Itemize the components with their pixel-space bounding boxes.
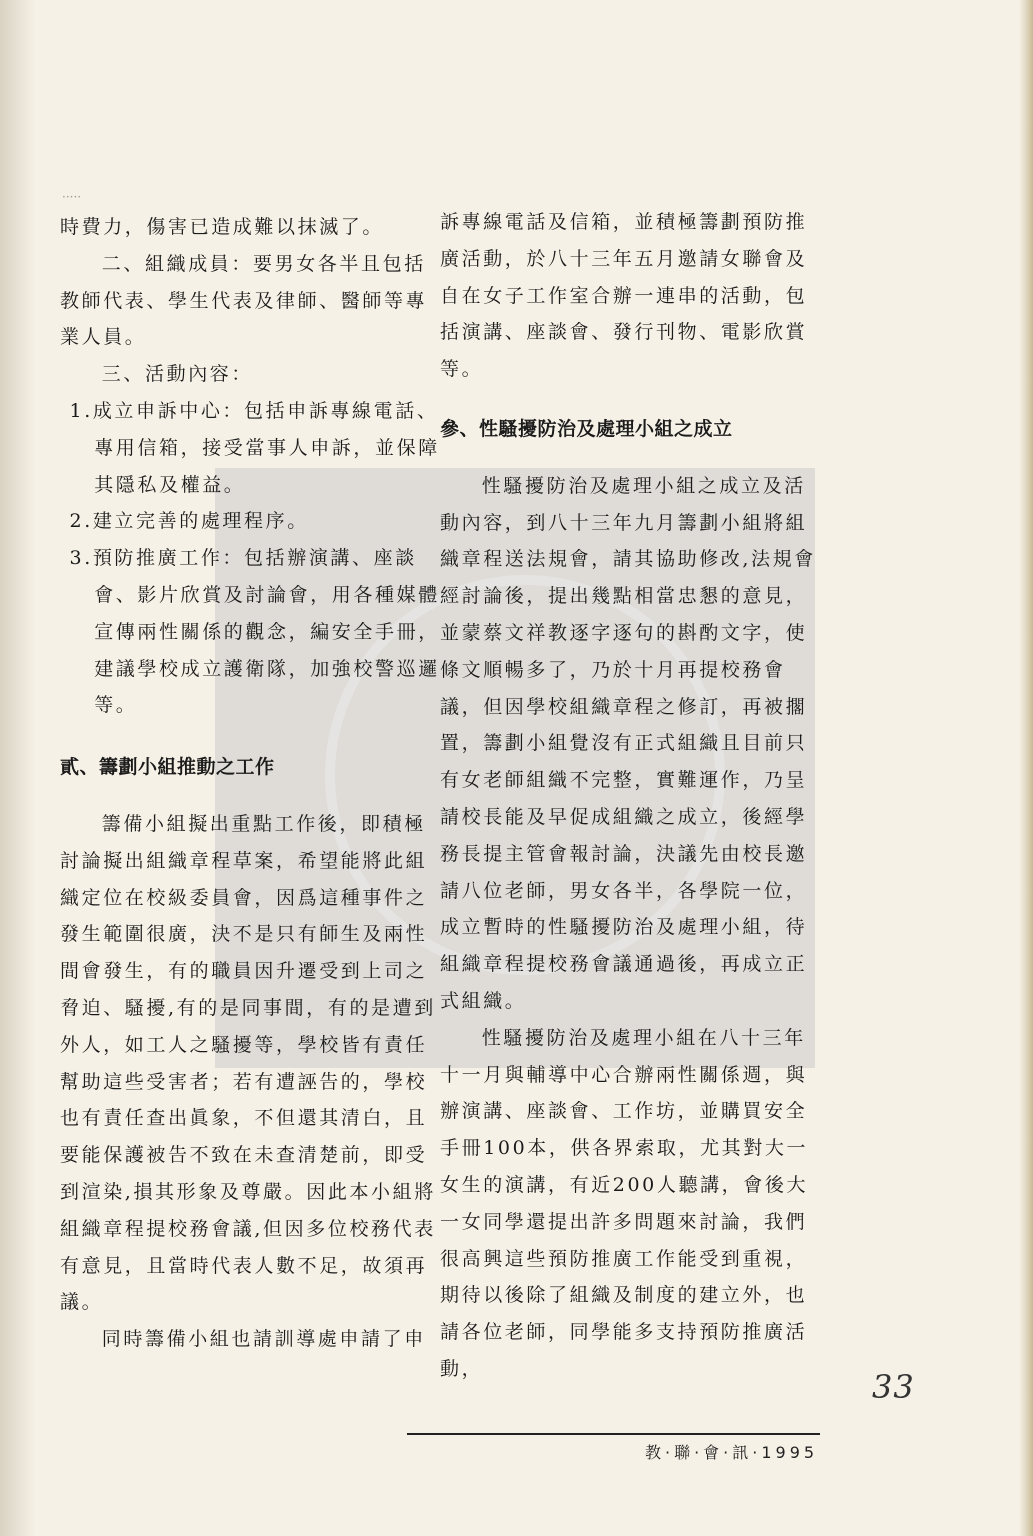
paragraph: 籌備小組擬出重點工作後，即積極討論擬出組織章程草案，希望能將此組織定位在校級委員會，因爲這種事件之發生範圍很廣，決不是只有師生及兩性間會發生，有的職員因升遷受到上司之脅迫、騷擾,有的是同事間，有的是遭到外人，如工人之騷擾等，學校皆有責任幫助這些受害者；若有遭誣告的，學校也有責任查出眞象，不但還其清白，且要能保護被告不致在未查清楚前，即受到渲染,損其形象及尊嚴。因此本小組將組織章程提校務會議,但因多位校務代表有意見，且當時代表人數不足，故須再議。 [60,812,436,1314]
paragraph: 三、活動內容： [101,363,253,386]
page-gutter-shadow [0,0,36,1536]
paragraph: 同時籌備小組也請訓導處申請了申 [101,1328,426,1351]
page-edge [1019,0,1033,1536]
paragraph: 訴專線電話及信箱，並積極籌劃預防推廣活動，於八十三年五月邀請女聯會及自在女子工作室合辦一連串的活動，包括演講、座談會、發行刊物、電影欣賞等。 [440,211,808,381]
paragraph: 二、組織成員：要男女各半且包括教師代表、學生代表及律師、醫師等專業人員。 [60,252,428,349]
paragraph: 性騷擾防治及處理小組在八十三年十一月與輔導中心合辦兩性關係週，與辦演講、座談會、工作坊，並購買安全手冊100本，供各界索取，尤其對大一女生的演講，有近200人聽講，會後大一女同學還提出許多問題來討論，我們很高興這些預防推廣工作能受到重視，期待以後除了組織及制度的建立外，也請各位老師，同學能多支持預防推廣活動， [440,1026,809,1380]
page-number: 33 [872,1368,915,1406]
paragraph: 性騷擾防治及處理小組之成立及活動內容，到八十三年九月籌劃小組將組織章程送法規會，請其協助修改,法規會經討論後，提出幾點相當忠懇的意見，並蒙蔡文祥教逐字逐句的斟酌文字，使條文順暢多了，乃於十月再提校務會議，但因學校組織章程之修訂，再被擱置，籌劃小組覺沒有正式組織且目前只有女老師組織不完整，實難運作，乃呈請校長能及早促成組織之成立，後經學務長提主管會報討論，決議先由校長邀請八位老師，男女各半，各學院一位，成立暫時的性騷擾防治及處理小組，待組織章程提校務會議通過後，再成立正式組織。 [440,474,816,1012]
right-column [440,204,820,1388]
section-heading: 貳、籌劃小組推動之工作 [60,756,275,779]
scan-speck: ····· [62,190,82,204]
footer-publication: 教·聯·會·訊·1995 [645,1443,819,1462]
left-column [60,209,442,1358]
list-item: 3.預防推廣工作：包括辦演講、座談會、影片欣賞及討論會，用各種媒體宣傳兩性關係的觀念，編安全手冊，建議學校成立護衛隊，加強校警巡邏等。 [69,547,440,717]
list-item: 1.成立申訴中心：包括申訴專線電話、專用信箱，接受當事人申訴，並保障其隱私及權益。 [69,399,440,496]
list-item: 2.建立完善的處理程序。 [69,510,309,533]
paragraph: 時費力，傷害已造成難以抹滅了。 [60,216,385,238]
footer-rule [407,1433,820,1435]
section-heading: 參、性騷擾防治及處理小組之成立 [440,417,733,440]
